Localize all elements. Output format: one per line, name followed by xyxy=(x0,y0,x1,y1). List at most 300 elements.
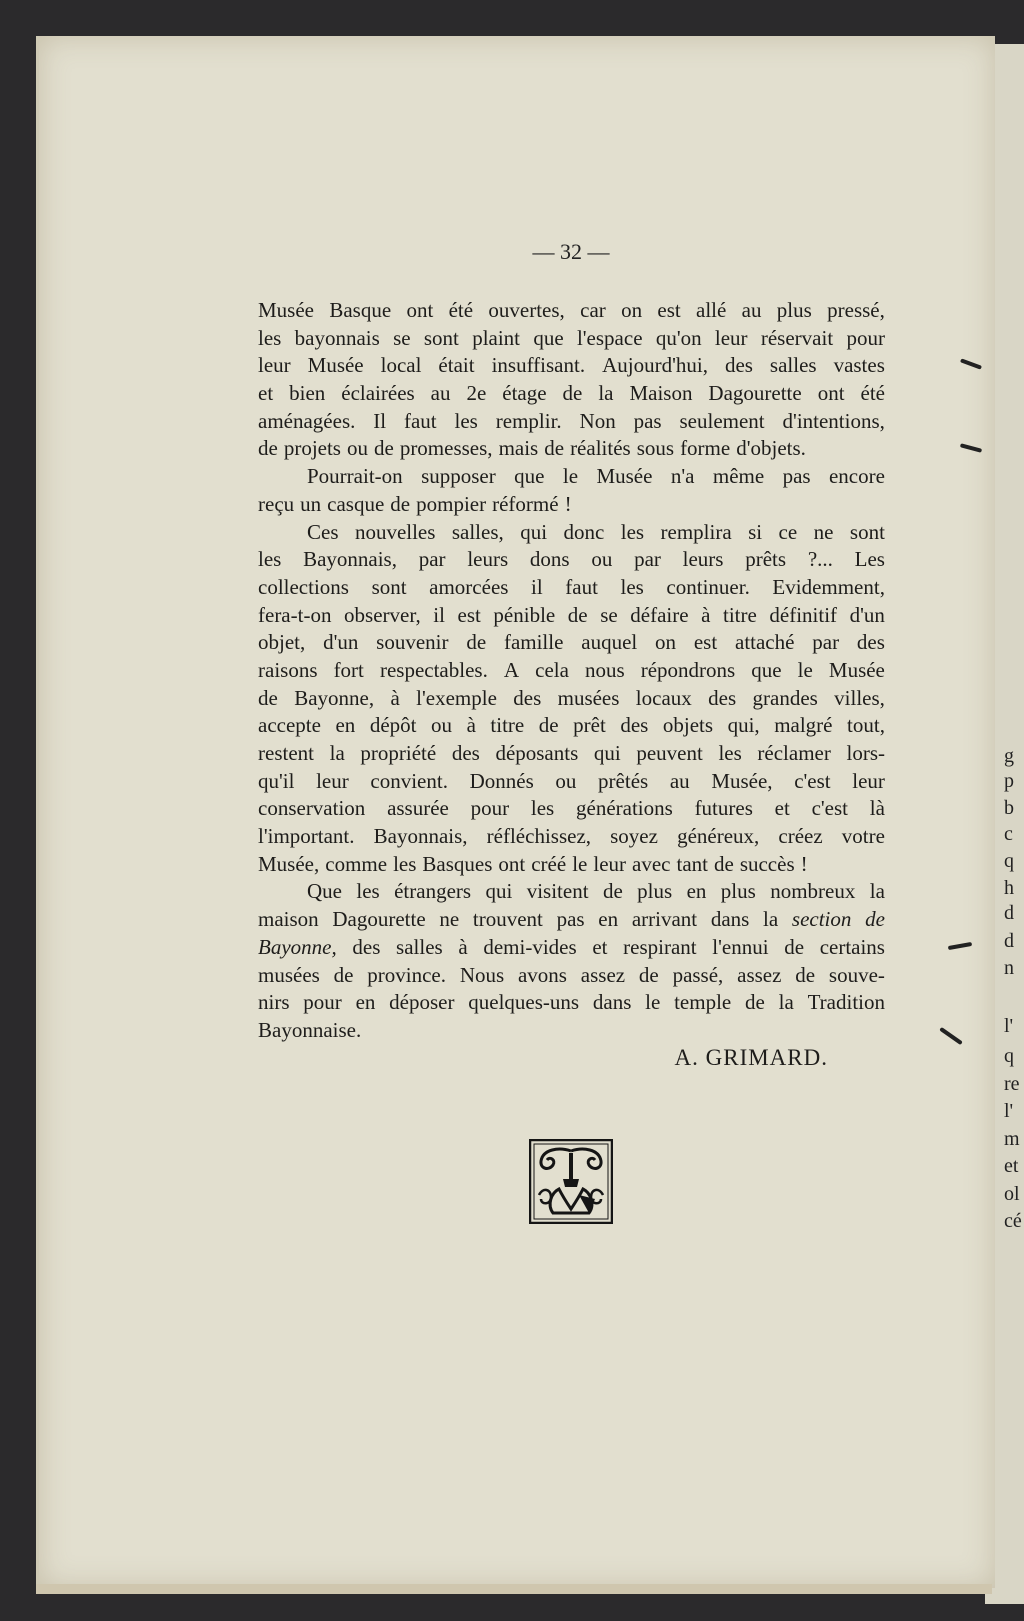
adjacent-page-fragment: p xyxy=(1004,770,1014,792)
word: restent xyxy=(258,741,314,765)
word: c'est xyxy=(794,768,831,793)
word: Musée, xyxy=(711,768,773,793)
word: supposer xyxy=(421,464,496,489)
text-line xyxy=(258,962,885,990)
word: des xyxy=(451,741,480,765)
word: prêts xyxy=(745,547,787,572)
word: Dagourette xyxy=(708,381,802,406)
text-line xyxy=(258,906,885,934)
word: Bayonnais, xyxy=(373,824,468,849)
word: c'est xyxy=(811,796,849,821)
word: famille xyxy=(503,630,564,655)
word: ! xyxy=(800,851,808,876)
word: réformé xyxy=(492,491,559,516)
word: est xyxy=(657,298,681,322)
word: dans xyxy=(592,990,632,1015)
word: plus xyxy=(637,879,673,904)
word: de xyxy=(745,990,765,1015)
word: généreux, xyxy=(677,824,760,849)
word: ! xyxy=(564,491,572,516)
word: les xyxy=(356,879,380,904)
word: il xyxy=(433,602,445,627)
word: en xyxy=(335,713,356,738)
word: pour xyxy=(303,990,342,1015)
word: par xyxy=(418,547,446,572)
word: les xyxy=(258,325,282,350)
italic-word: section xyxy=(791,907,852,932)
word: les xyxy=(454,408,478,433)
word: Que xyxy=(307,879,342,904)
word: trouvent xyxy=(472,907,543,932)
word: de xyxy=(784,934,805,959)
word: de xyxy=(713,851,734,876)
word: province. xyxy=(367,962,447,987)
word: sous xyxy=(636,436,675,461)
word: ouvertes, xyxy=(488,298,565,322)
word: leurs xyxy=(682,547,724,572)
word: que xyxy=(533,325,564,350)
word: nouvelles xyxy=(354,519,436,544)
adjacent-page-fragment: g xyxy=(1004,745,1014,767)
word: Bayonne, xyxy=(294,685,375,710)
text-line xyxy=(258,934,885,962)
word: avons xyxy=(517,962,567,987)
word: avec xyxy=(632,851,671,876)
word: comme xyxy=(325,851,388,876)
word: villes, xyxy=(834,685,885,710)
word: les xyxy=(393,851,417,876)
word: Nous xyxy=(459,962,505,987)
word: est xyxy=(457,602,481,627)
word: salles xyxy=(769,353,817,378)
italic-word: Bayonne, xyxy=(258,934,337,959)
word: respectables. xyxy=(379,657,488,682)
word: les xyxy=(620,574,644,599)
word: visitent xyxy=(526,879,589,904)
word: propriété xyxy=(360,741,437,765)
word: faut xyxy=(565,574,598,599)
text-line xyxy=(258,768,885,796)
text-line xyxy=(258,629,885,657)
word: pour xyxy=(470,796,510,821)
word: remplira xyxy=(660,519,732,544)
word: le xyxy=(562,464,579,489)
word: car xyxy=(580,298,606,322)
word: est xyxy=(693,630,718,655)
word: n'a xyxy=(670,464,695,489)
text-line xyxy=(258,574,885,602)
word: tant xyxy=(676,851,708,876)
word: de xyxy=(373,436,394,461)
word: qui xyxy=(520,519,548,544)
page-bottom-edge xyxy=(36,1584,992,1594)
word: leur xyxy=(316,768,349,793)
word: continuer. xyxy=(666,574,750,599)
word: temple xyxy=(674,990,732,1015)
word: ont xyxy=(498,851,526,876)
word: leur xyxy=(258,353,291,378)
word: local xyxy=(380,353,422,378)
word: accepte xyxy=(258,713,321,738)
word: assez xyxy=(737,962,782,987)
text-line xyxy=(258,657,885,685)
word: pressé, xyxy=(827,298,885,322)
word: succès xyxy=(739,851,795,876)
word: ne xyxy=(439,907,460,932)
adjacent-page-fragment: h xyxy=(1004,877,1014,899)
word: d'objets. xyxy=(736,436,806,461)
word: amorcées xyxy=(429,574,509,599)
text-line xyxy=(258,380,885,408)
word: réclamer xyxy=(757,741,831,765)
adjacent-page-fragment: d xyxy=(1004,902,1014,924)
word: promesses, xyxy=(399,436,493,461)
word: leur xyxy=(852,768,885,793)
word: Basques xyxy=(422,851,493,876)
word: ce xyxy=(778,519,798,544)
word: générations xyxy=(576,796,673,821)
word: ?... xyxy=(807,547,833,572)
word: leur xyxy=(714,325,748,350)
word: des xyxy=(856,630,885,655)
word: projets xyxy=(283,436,341,461)
word: certains xyxy=(819,934,885,959)
word: que xyxy=(514,464,545,489)
word: les xyxy=(530,796,555,821)
word: au xyxy=(669,768,690,793)
word: ont xyxy=(406,298,434,322)
word: l'ennui xyxy=(712,934,769,959)
word: plus xyxy=(720,879,756,904)
word: quelques-uns xyxy=(468,990,580,1015)
word: nirs xyxy=(258,990,290,1015)
word: et xyxy=(592,934,608,959)
word: la xyxy=(329,741,345,765)
word: pas xyxy=(782,464,811,489)
word: salles xyxy=(396,934,443,959)
word: aménagées. xyxy=(258,408,356,433)
word: attaché xyxy=(735,630,795,655)
word: souve- xyxy=(828,962,885,987)
word: assurée xyxy=(387,796,449,821)
word: de xyxy=(567,602,588,627)
word: étage xyxy=(502,381,547,406)
word: à xyxy=(458,934,468,959)
word: si xyxy=(748,519,763,544)
word: d'un xyxy=(323,630,359,655)
author-signature: A. GRIMARD. xyxy=(674,1045,828,1070)
word: tout, xyxy=(847,713,885,738)
word: était xyxy=(438,353,475,378)
word: ou xyxy=(346,436,368,461)
text-line xyxy=(258,491,885,519)
word: observer, xyxy=(344,602,421,627)
text-line xyxy=(258,740,885,768)
word: créé xyxy=(531,851,567,876)
adjacent-page-fragment: ol xyxy=(1004,1183,1020,1205)
adjacent-page-fragment: l' xyxy=(1004,1100,1014,1122)
word: ou xyxy=(555,768,577,793)
word: fort xyxy=(333,657,364,682)
word: mais xyxy=(498,436,539,461)
word: de xyxy=(795,962,816,987)
text-line xyxy=(258,546,885,574)
word: fera-t-on xyxy=(258,602,332,627)
italic-word: de xyxy=(865,907,885,932)
word: leurs xyxy=(467,547,509,572)
text-line xyxy=(258,463,885,491)
word: l'important. xyxy=(258,824,355,849)
word: pour xyxy=(846,325,885,350)
text-line xyxy=(258,823,885,851)
word: Musée, xyxy=(258,851,320,876)
word: nous xyxy=(584,657,625,682)
word: que xyxy=(751,657,782,682)
word: et xyxy=(774,796,790,821)
word: faut xyxy=(403,408,437,433)
page-number: — 32 — xyxy=(532,239,610,264)
word: de xyxy=(333,962,354,987)
word: Pourrait-on xyxy=(307,464,403,489)
word: au xyxy=(430,381,451,406)
word: Musée xyxy=(258,298,314,322)
word: Evidemment, xyxy=(772,574,885,599)
adjacent-page-fragment: n xyxy=(1004,957,1014,979)
word: on xyxy=(655,630,677,655)
word: reçu xyxy=(258,491,295,516)
adjacent-page-fragment: cé xyxy=(1004,1210,1022,1232)
word: respirant xyxy=(623,934,697,959)
word: des xyxy=(724,353,753,378)
word: réalités xyxy=(570,436,631,461)
word: d'intentions, xyxy=(782,408,885,433)
text-line xyxy=(258,325,885,353)
word: convient. xyxy=(370,768,448,793)
word: musées xyxy=(258,962,320,987)
word: des xyxy=(513,685,542,710)
word: malgré xyxy=(774,713,833,738)
word: des xyxy=(352,934,381,959)
word: d'un xyxy=(849,602,885,627)
word: la xyxy=(763,907,779,932)
word: à xyxy=(390,685,400,710)
text-line xyxy=(258,435,885,463)
adjacent-page-fragment: q xyxy=(1004,1045,1014,1067)
word: conservation xyxy=(258,796,366,821)
word: Non xyxy=(579,408,616,433)
text-line xyxy=(258,712,885,740)
word: on xyxy=(621,298,643,322)
word: souvenir xyxy=(376,630,449,655)
adjacent-page-fragment: b xyxy=(1004,797,1014,819)
word: réfléchissez, xyxy=(486,824,592,849)
adjacent-page-fragment: q xyxy=(1004,850,1014,872)
word: les xyxy=(258,547,282,572)
word: Musée xyxy=(307,353,364,378)
word: prêt xyxy=(573,713,606,738)
word: maison xyxy=(258,907,319,932)
word: ou xyxy=(431,713,453,738)
word: assez xyxy=(580,962,626,987)
word: de xyxy=(258,685,278,710)
text-line xyxy=(258,795,885,823)
word: pas xyxy=(556,907,585,932)
text-line xyxy=(258,352,885,380)
word: A xyxy=(503,657,520,682)
word: l'exemple xyxy=(416,685,497,710)
word: par xyxy=(812,630,840,655)
word: là xyxy=(869,796,885,821)
word: réservait xyxy=(760,325,834,350)
word: déposer xyxy=(389,990,455,1015)
word: dépôt xyxy=(369,713,417,738)
word: titre xyxy=(490,713,525,738)
word: casque xyxy=(327,491,385,516)
word: de xyxy=(258,436,278,461)
word: le xyxy=(572,851,588,876)
word: de xyxy=(602,879,623,904)
adjacent-page-fragment: et xyxy=(1004,1155,1019,1177)
word: ne xyxy=(813,519,834,544)
word: titre xyxy=(723,602,757,627)
word: demi-vides xyxy=(483,934,577,959)
word: encore xyxy=(828,464,885,489)
text-line xyxy=(258,408,885,436)
word: collections xyxy=(258,574,349,599)
article-body xyxy=(258,297,885,1045)
word: le xyxy=(797,657,813,682)
word: sont xyxy=(849,519,885,544)
word: de xyxy=(562,381,583,406)
word: pénible xyxy=(493,602,556,627)
word: se xyxy=(600,602,618,627)
word: ou xyxy=(591,547,613,572)
word: arrivant xyxy=(631,907,698,932)
word: 2e xyxy=(466,381,487,406)
word: donc xyxy=(563,519,605,544)
word: de xyxy=(638,962,659,987)
word: les xyxy=(718,741,742,765)
text-line xyxy=(258,851,885,879)
word: seulement xyxy=(679,408,765,433)
word: peuvent xyxy=(636,741,703,765)
word: Dagourette xyxy=(332,907,426,932)
word: à xyxy=(466,713,476,738)
word: sont xyxy=(371,574,407,599)
word: déposants xyxy=(495,741,579,765)
word: Musée xyxy=(828,657,885,682)
word: Maison xyxy=(629,381,693,406)
word: défaire xyxy=(630,602,689,627)
word: Tradition xyxy=(807,990,885,1015)
word: qui, xyxy=(727,713,760,738)
word: bien xyxy=(289,381,326,406)
word: à xyxy=(701,602,711,627)
word: passé, xyxy=(672,962,724,987)
text-line xyxy=(258,685,885,713)
word: la xyxy=(778,990,794,1015)
word: futures xyxy=(694,796,753,821)
word: forme xyxy=(680,436,731,461)
adjacent-page-fragment: d xyxy=(1004,930,1014,952)
word: Ces xyxy=(307,519,339,544)
word: créez xyxy=(778,824,823,849)
word: allé xyxy=(696,298,727,322)
word: votre xyxy=(841,824,885,849)
word: Bayonnaise. xyxy=(258,1017,362,1042)
word: raisons xyxy=(258,657,318,682)
ornament-vignette-icon xyxy=(529,1139,613,1224)
word: Musée xyxy=(596,464,653,489)
word: et xyxy=(258,381,274,406)
word: plaint xyxy=(472,325,521,350)
word: Il xyxy=(373,408,387,433)
word: auquel xyxy=(581,630,638,655)
word: en xyxy=(598,907,619,932)
word: définitif xyxy=(769,602,838,627)
word: Les xyxy=(854,547,885,572)
word: en xyxy=(355,990,376,1015)
word: insuffisant. xyxy=(491,353,586,378)
adjacent-page-fragment: l' xyxy=(1004,1015,1014,1037)
text-line xyxy=(258,519,885,547)
word: Donnés xyxy=(469,768,534,793)
word: musées xyxy=(557,685,620,710)
word: bayonnais xyxy=(294,325,380,350)
word: lors- xyxy=(846,741,885,765)
word: l'espace xyxy=(576,325,643,350)
text-line xyxy=(258,602,885,630)
word: les xyxy=(620,519,645,544)
word: été xyxy=(860,381,885,406)
word: Basque xyxy=(329,298,392,322)
word: dons xyxy=(529,547,570,572)
word: le xyxy=(645,990,661,1015)
word: des xyxy=(620,713,649,738)
word: pompier xyxy=(416,491,487,516)
word: dans xyxy=(710,907,750,932)
word: plus xyxy=(776,298,812,322)
word: par xyxy=(634,547,661,572)
word: au xyxy=(741,298,762,322)
word: nombreux xyxy=(770,879,856,904)
word: pas xyxy=(633,408,662,433)
word: salles, xyxy=(451,519,504,544)
word: Bayonnais, xyxy=(303,547,397,572)
word: il xyxy=(531,574,543,599)
text-line xyxy=(258,878,885,906)
word: éclairées xyxy=(341,381,415,406)
word: qui xyxy=(593,741,621,765)
word: grandes xyxy=(752,685,818,710)
word: se xyxy=(393,325,411,350)
word: prêtés xyxy=(598,768,649,793)
adjacent-page-fragment: m xyxy=(1004,1128,1020,1150)
word: leur xyxy=(593,851,627,876)
text-line xyxy=(258,297,885,325)
word: ont xyxy=(817,381,845,406)
word: qui xyxy=(485,879,513,904)
adjacent-page-fragment: c xyxy=(1004,823,1013,845)
word: sont xyxy=(423,325,459,350)
adjacent-page-fragment: re xyxy=(1004,1073,1020,1095)
word: un xyxy=(300,491,322,516)
word: cela xyxy=(535,657,569,682)
word: de xyxy=(466,630,487,655)
word: vastes xyxy=(833,353,885,378)
word: étrangers xyxy=(394,879,472,904)
text-line xyxy=(258,1017,885,1045)
